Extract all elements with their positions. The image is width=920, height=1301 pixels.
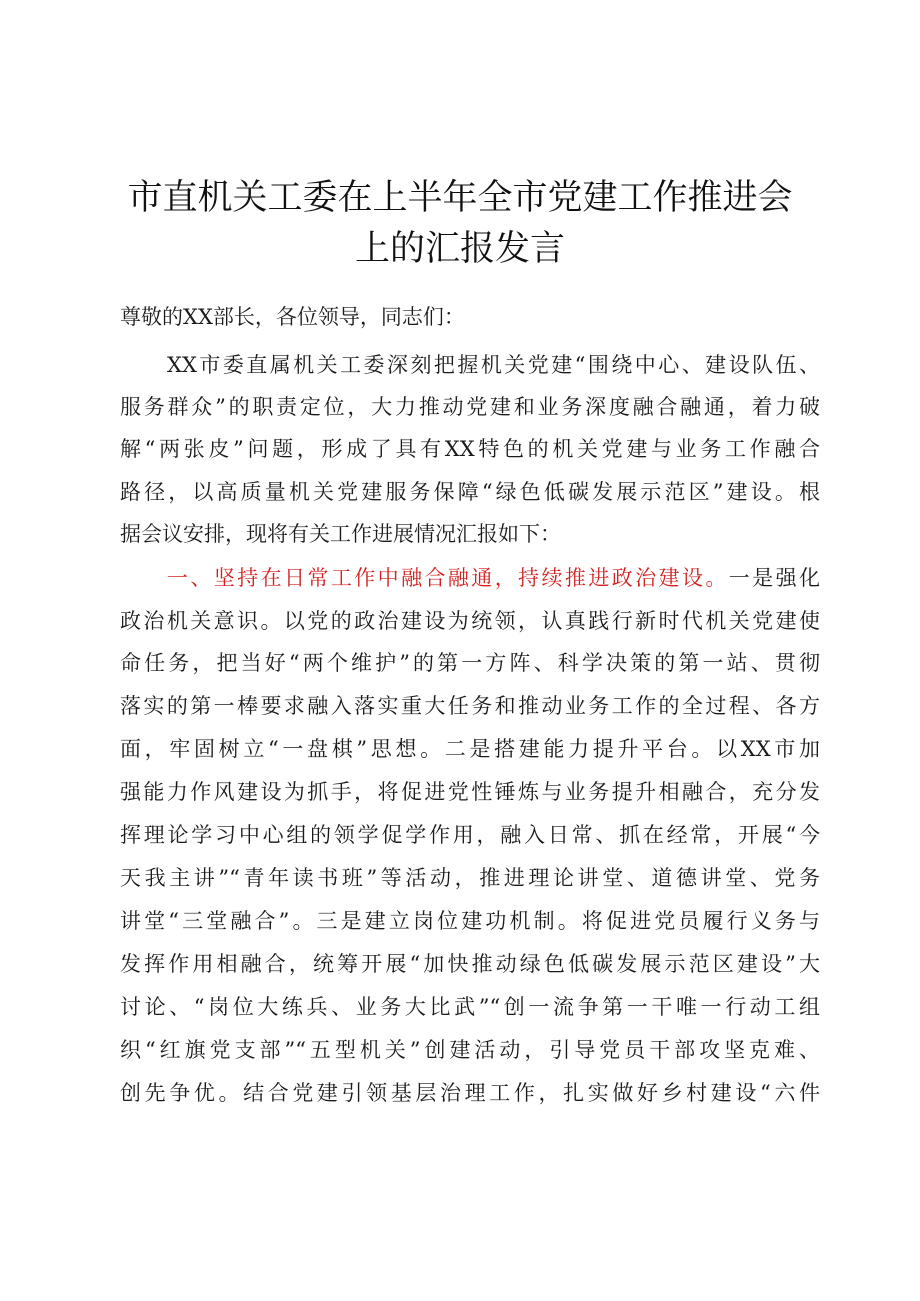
section-1-line: 命任务，把当好“两个维护”的第一方阵、科学决策的第一站、贯彻 [120,651,820,675]
section-1-line: 落实的第一棒要求融入落实重大任务和推动业务工作的全过程、各方 [120,694,820,718]
section-1-line: 创先争优。结合党建引领基层治理工作，扎实做好乡村建设“六件 [120,1081,820,1105]
section-1-line: 强能力作风建设为抓手，将促进党性锤炼与业务提升相融合，充分发 [120,780,820,804]
section-1-line: 织“红旗党支部”“五型机关”创建活动，引导党员干部攻坚克难、 [120,1038,820,1062]
section-1-heading: 一、坚持在日常工作中融合融通，持续推进政治建设。 [167,566,729,590]
section-1-line: 讨论、“岗位大练兵、业务大比武”“创一流争第一干唯一行动工组 [120,995,820,1019]
section-1-line: 讲堂“三堂融合”。三是建立岗位建功机制。将促进党员履行义务与 [120,909,820,933]
section-1-line: 挥理论学习中心组的领学促学作用，融入日常、抓在经常，开展“今 [120,823,820,847]
intro-line: 服务群众”的职责定位，大力推动党建和业务深度融合融通，着力破 [120,395,820,419]
intro-line: XX市委直属机关工委深刻把握机关党建“围绕中心、建设队伍、 [167,353,820,377]
document-title-line-1: 市直机关工委在上半年全市党建工作推进会 [127,178,793,218]
section-1-line: 政治机关意识。以党的政治建设为统领，认真践行新时代机关党建使 [120,609,820,633]
document-title-line-2: 上的汇报发言 [354,229,565,269]
section-1-first-line [167,563,820,593]
salutation: 尊敬的XX部长，各位领导，同志们： [120,305,465,329]
section-1-first-line-rest: 一是强化 [728,566,821,590]
section-1-line: 面，牢固树立“一盘棋”思想。二是搭建能力提升平台。以XX市加 [120,737,820,761]
intro-line: 据会议安排，现将有关工作进展情况汇报如下： [120,522,561,546]
intro-line: 解“两张皮”问题，形成了具有XX特色的机关党建与业务工作融合 [120,437,820,461]
section-1-line: 天我主讲”“青年读书班”等活动，推进理论讲堂、道德讲堂、党务 [120,866,820,890]
intro-line: 路径，以高质量机关党建服务保障“绿色低碳发展示范区”建设。根 [120,480,820,504]
section-1-line: 发挥作用相融合，统筹开展“加快推动绿色低碳发展示范区建设”大 [120,952,820,976]
